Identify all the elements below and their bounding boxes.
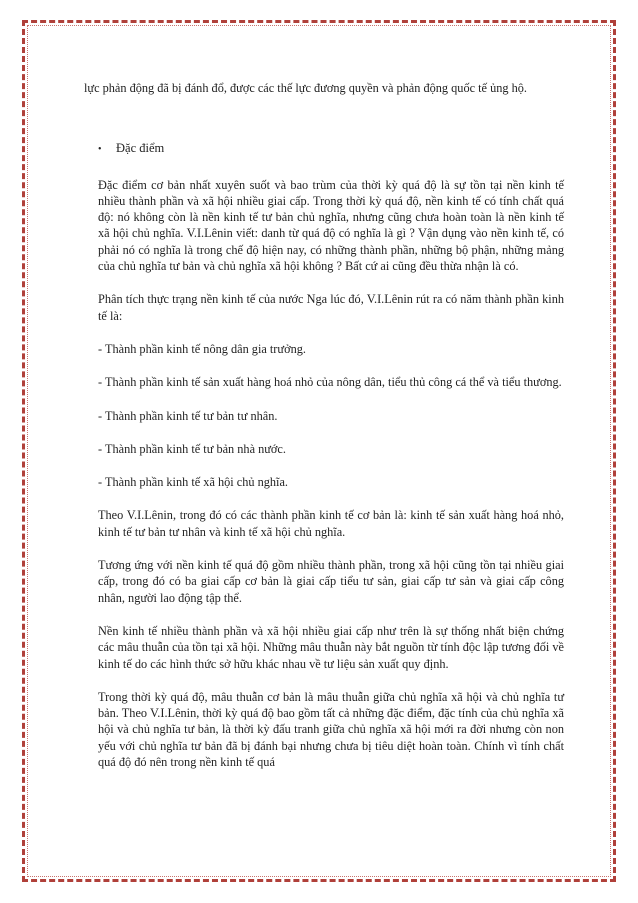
list-item: - Thành phần kinh tế nông dân gia trưởng. (98, 341, 306, 356)
paragraph: Đặc điểm cơ bản nhất xuyên suốt và bao trùm của thời kỳ quá độ là sự tồn tại nền kinh tế nhiều thành phần và xã hội nhiều giai cấp. Trong thời kỳ quá độ, nền kinh tế có tính chất quá độ: nó không còn là nền kinh tế tư bản chủ nghĩa, nhưng cũng chưa hoàn toàn là nền kinh tế xã hội chủ nghĩa. V.I.Lênin viết: danh từ quá độ có nghĩa là gì ? Vận dụng vào nền kinh tế, có phải nó có nghĩa là trong chế độ hiện nay, có những thành phần, những bộ phận, những mảng của chủ nghĩa tư bản và chủ nghĩa xã hội không ? Bất cứ ai cũng đều thừa nhận là có. (98, 177, 564, 274)
section-heading-text: Đặc điểm (116, 141, 165, 156)
list-item: - Thành phần kinh tế sản xuất hàng hoá nhỏ của nông dân, tiểu thủ công cá thể và tiểu thương. (98, 375, 562, 390)
paragraph: Nền kinh tế nhiều thành phần và xã hội nhiều giai cấp như trên là sự thống nhất biện chứng các mâu thuẫn của tồn tại xã hội. Những mâu thuẫn này bắt nguồn từ tính độc lập tương đối về kinh tế do các hình thức sở hữu khác nhau về tư liệu sản xuất quy định. (98, 623, 565, 671)
paragraph: Tương ứng với nền kinh tế quá độ gồm nhiều thành phần, trong xã hội cũng tồn tại nhiều giai cấp, trong đó có ba giai cấp cơ bản là giai cấp tiểu tư sản, giai cấp tư sản và giai cấp công nhân, người lao động tập thể. (98, 558, 564, 605)
intro-paragraph: lực phản động đã bị đánh đổ, được các thế lực đương quyền và phản động quốc tế ủng hộ. (84, 81, 527, 95)
paragraph: Trong thời kỳ quá độ, mâu thuẫn cơ bản là mâu thuẫn giữa chủ nghĩa xã hội và chủ nghĩa tư bản. Theo V.I.Lênin, thời kỳ quá độ bao gồm tất cả những đặc điểm, đặc tính của chủ nghĩa xã hội và chủ nghĩa tư bản, là thời kỳ đấu tranh giữa chủ nghĩa xã hội mới ra đời nhưng còn non yếu với chủ nghĩa tư bản đã bị đánh bại nhưng chưa bị tiêu diệt hoàn toàn. Chính vì tính chất quá độ đó nên trong nền kinh tế quá (98, 689, 564, 770)
section-heading (98, 140, 564, 158)
bullet-icon: • (98, 144, 102, 156)
paragraph: Theo V.I.Lênin, trong đó có các thành phần kinh tế cơ bản là: kinh tế sản xuất hàng hoá nhỏ, kinh tế tư bản tư nhân và kinh tế xã hội chủ nghĩa. (98, 508, 564, 539)
list-item: - Thành phần kinh tế tư bản tư nhân. (98, 408, 278, 423)
paragraph: Phân tích thực trạng nền kinh tế của nước Nga lúc đó, V.I.Lênin rút ra có năm thành phần kinh tế là: (98, 292, 564, 323)
list-item: - Thành phần kinh tế xã hội chủ nghĩa. (98, 475, 288, 490)
list-item: - Thành phần kinh tế tư bản nhà nước. (98, 441, 286, 456)
document-body (84, 80, 564, 787)
